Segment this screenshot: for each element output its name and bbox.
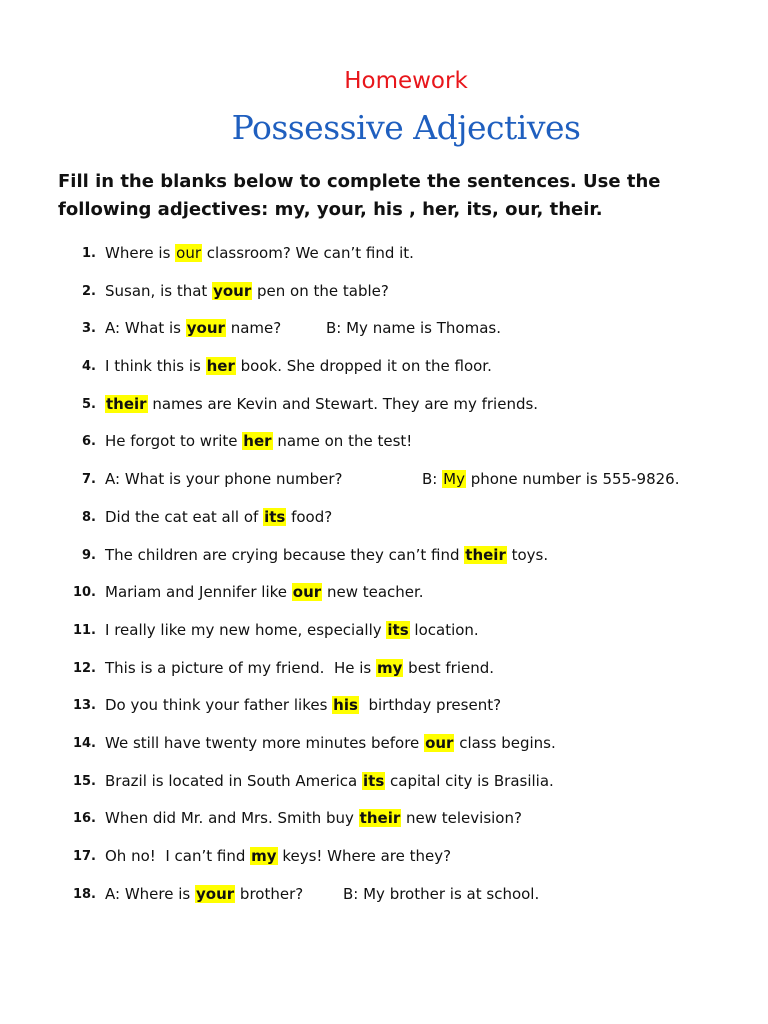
answer-highlight: its <box>264 507 286 526</box>
exercise-list <box>0 240 768 918</box>
item-sentence <box>105 730 556 756</box>
item-sentence <box>105 881 303 907</box>
item-number: 1. <box>82 246 96 261</box>
exercise-item <box>0 768 768 806</box>
item-number: 12. <box>72 660 96 676</box>
answer-highlight: her <box>243 432 272 451</box>
sentence-end: brother? <box>235 884 304 903</box>
exercise-item <box>0 278 768 316</box>
sentence-end: pen on the table? <box>252 281 389 300</box>
sentence-end: class begins. <box>454 733 556 752</box>
answer-highlight: your <box>195 884 235 903</box>
worksheet-title: Possessive Adjectives <box>231 108 581 147</box>
item-number: 10. <box>72 585 96 601</box>
item-sentence <box>105 805 522 831</box>
exercise-item <box>0 353 768 391</box>
sentence-start: Where is <box>105 244 176 262</box>
item-number: 14. <box>72 735 96 751</box>
item-sentence <box>105 504 332 530</box>
item-sentence <box>105 391 538 417</box>
answer-highlight: their <box>359 809 401 828</box>
item-number: 9. <box>82 547 96 563</box>
sentence-end: name on the test! <box>272 432 413 451</box>
item-number: 4. <box>82 359 96 375</box>
sentence-start: When did Mr. and Mrs. Smith buy <box>105 809 359 828</box>
item-sentence <box>105 843 451 869</box>
answer-highlight: your <box>213 281 252 300</box>
sentence-start: The children are crying because they can’t find <box>105 545 465 564</box>
sentence-end: food? <box>286 507 333 526</box>
item-sentence: A: What is your phone number? <box>105 470 343 489</box>
exercise-item <box>0 692 768 730</box>
sentence-start: Did the cat eat all of <box>105 507 264 526</box>
exercise-item <box>0 655 768 693</box>
item-sentence <box>105 428 412 454</box>
item-number: 18. <box>72 886 96 902</box>
answer-highlight: my <box>376 658 403 677</box>
item-number: 8. <box>82 509 96 525</box>
exercise-item <box>0 240 768 278</box>
answer-highlight: my <box>251 847 277 865</box>
instructions-line-1: Fill in the blanks below to complete the sentences. Use the <box>58 171 661 192</box>
sentence-end: new television? <box>401 809 522 828</box>
item-sentence <box>105 542 548 568</box>
exercise-item <box>0 466 768 504</box>
exercise-item <box>0 428 768 466</box>
answer-highlight: your <box>186 319 225 338</box>
part-b-end: phone number is 555-9826. <box>465 470 680 489</box>
exercise-item <box>0 843 768 881</box>
answer-highlight: our <box>292 583 322 602</box>
item-part-b: B: My name is Thomas. <box>326 319 501 338</box>
sentence-end: birthday present? <box>358 696 502 715</box>
item-number: 11. <box>72 622 96 638</box>
part-b-start: B: <box>422 470 443 489</box>
item-number: 15. <box>72 773 96 789</box>
item-part-b: B: My brother is at school. <box>343 884 540 903</box>
answer-highlight: his <box>333 696 358 715</box>
item-number: 2. <box>82 283 96 299</box>
answer-highlight: its <box>363 771 385 790</box>
homework-heading: Homework <box>344 68 468 94</box>
sentence-end: keys! Where are they? <box>277 847 452 865</box>
exercise-item <box>0 391 768 429</box>
sentence-start: A: Where is <box>105 884 195 903</box>
sentence-start: Brazil is located in South America <box>105 771 363 790</box>
exercise-item <box>0 881 768 919</box>
answer-highlight: her <box>206 357 235 376</box>
sentence-start: He forgot to write <box>105 432 243 451</box>
answer-highlight: its <box>387 620 409 639</box>
answer-highlight: our <box>176 244 202 262</box>
item-sentence <box>105 353 492 379</box>
sentence-start: A: What is <box>105 319 186 338</box>
sentence-end: classroom? We can’t find it. <box>202 244 414 262</box>
sentence-start: Oh no! I can’t find <box>105 847 251 865</box>
sentence-start: This is a picture of my friend. He is <box>105 658 376 677</box>
item-number: 3. <box>82 321 96 337</box>
item-sentence <box>105 240 414 266</box>
answer-highlight: our <box>425 733 454 752</box>
sentence-start: Do you think your father likes <box>105 696 333 715</box>
sentence-end: new teacher. <box>322 583 424 602</box>
item-sentence <box>105 617 479 643</box>
item-number: 16. <box>72 811 96 827</box>
sentence-start: I really like my new home, especially <box>105 620 387 639</box>
item-sentence <box>105 655 494 681</box>
sentence-start: Mariam and Jennifer like <box>105 583 292 602</box>
sentence-end: location. <box>409 620 479 639</box>
answer-highlight: their <box>106 394 147 413</box>
exercise-item <box>0 617 768 655</box>
sentence-end: toys. <box>506 545 549 564</box>
exercise-item <box>0 542 768 580</box>
item-number: 7. <box>82 472 96 488</box>
exercise-item <box>0 315 768 353</box>
exercise-item <box>0 730 768 768</box>
sentence-end: capital city is Brasilia. <box>385 771 554 790</box>
exercise-item <box>0 805 768 843</box>
sentence-start: I think this is <box>105 357 206 376</box>
item-sentence <box>105 579 424 605</box>
item-number: 13. <box>72 698 96 714</box>
sentence-start: We still have twenty more minutes before <box>105 733 425 752</box>
sentence-end: names are Kevin and Stewart. They are my friends. <box>147 394 539 413</box>
answer-highlight: My <box>443 470 465 489</box>
exercise-item <box>0 504 768 542</box>
item-sentence <box>105 278 389 304</box>
instructions-line-2: following adjectives: my, your, his , her, its, our, their. <box>58 199 603 220</box>
item-number: 17. <box>72 849 96 864</box>
item-sentence <box>105 692 501 718</box>
sentence-end: best friend. <box>403 658 495 677</box>
item-sentence <box>105 768 554 794</box>
instructions <box>58 168 718 224</box>
answer-highlight: their <box>465 545 506 564</box>
sentence-start: Susan, is that <box>105 281 213 300</box>
sentence-end: name? <box>225 319 282 338</box>
item-sentence <box>105 315 281 341</box>
exercise-item <box>0 579 768 617</box>
sentence-end: book. She dropped it on the floor. <box>235 357 492 376</box>
item-part-b <box>422 466 679 492</box>
item-number: 5. <box>82 396 96 412</box>
item-number: 6. <box>82 434 96 450</box>
